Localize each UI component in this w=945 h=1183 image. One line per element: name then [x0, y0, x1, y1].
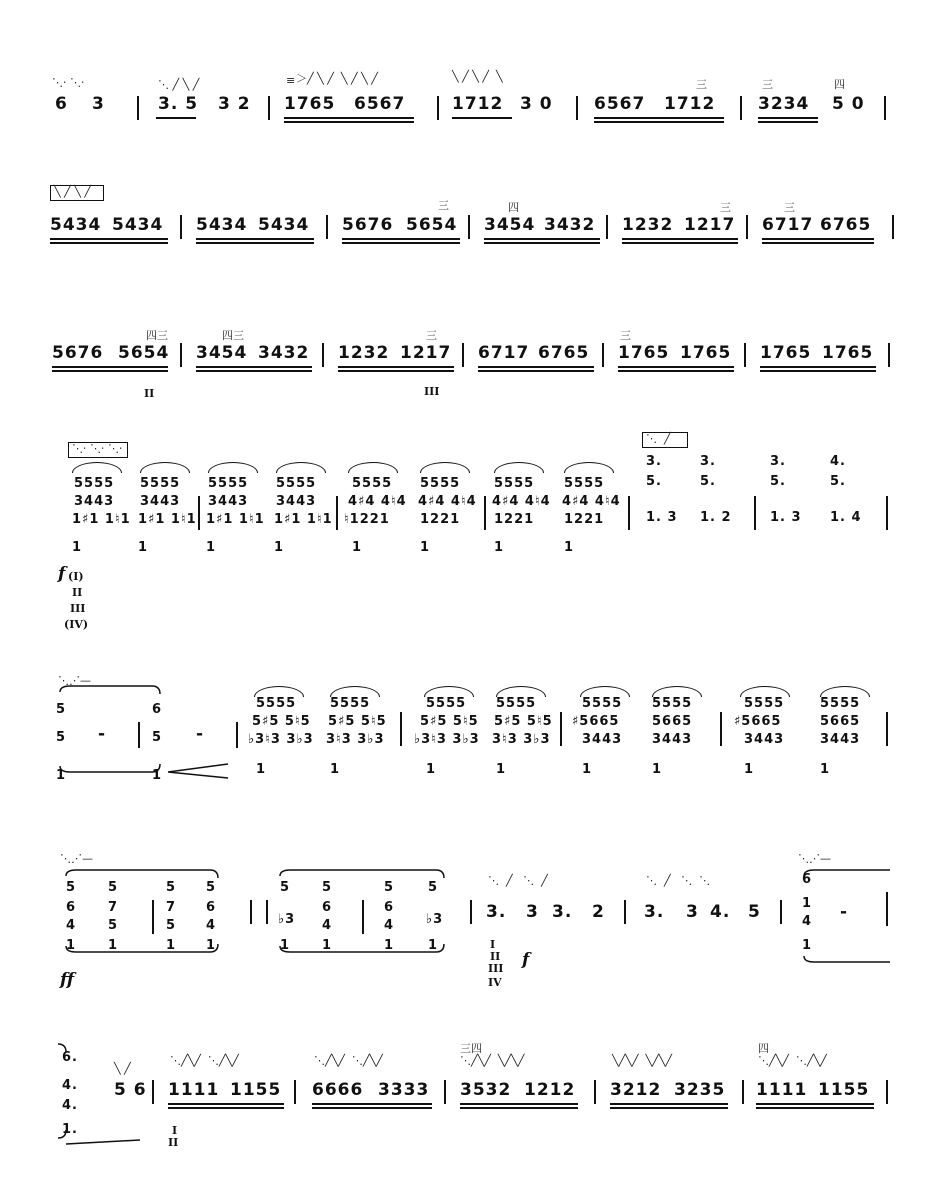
note: 3 2	[218, 94, 251, 114]
note: 3454	[484, 215, 536, 235]
staff-row-4: ⋱⋅ ⋱⋅ ⋱⋅ 5555 3443 1♯1 1♮1 1 5555 3443 1♯1 1♮1 1 5555 3443 1♯1 1♮1 1 5555 3443 1♯1 1♮1 1 5555 4♯4 4♮4 ♮1221 1 5555 4♯4 4♮4 1221 1 5555 4♯4 4♮4 1221 1 5555 4♯4 4♮4 1221 1 ⋱ ╱ 3. 5. 1. 3 3. 5. 1. 2 3. 5. 1. 3 4. 5. 1. 4 f (I) II III (IV)	[0, 440, 945, 630]
note: 1217	[684, 215, 736, 235]
note: 2	[592, 902, 605, 922]
rest: -	[840, 902, 849, 922]
note: 6	[55, 94, 68, 114]
finger-mark: 三	[784, 201, 795, 214]
note: 4.	[710, 902, 731, 922]
ornament-mark: ⋱⋰—	[60, 852, 93, 865]
note: 6567	[354, 94, 406, 114]
note: 1232	[338, 343, 390, 363]
bowing-mark: ╲╱╲╱ ╲╱╲╱	[612, 1054, 672, 1067]
note: 5 6	[114, 1080, 147, 1100]
bowing-mark: ⋱╱╲╱ ╲╱╲╱	[460, 1054, 525, 1067]
note: 5434	[50, 215, 102, 235]
dynamic-mark: ff	[60, 970, 75, 990]
finger-mark: 四三	[146, 329, 168, 342]
rest: -	[98, 724, 107, 744]
note: 5654	[406, 215, 458, 235]
string-mark: (IV)	[64, 618, 89, 631]
note: 3.	[486, 902, 507, 922]
note: 1765	[284, 94, 336, 114]
note: 6717	[478, 343, 530, 363]
note: 1765	[680, 343, 732, 363]
string-mark: III	[70, 602, 86, 615]
note: 3532	[460, 1080, 512, 1100]
note: 1712	[452, 94, 504, 114]
note: 3.	[644, 902, 665, 922]
bowing-mark: ＞╱ ╲ ╱ ╲ ╱ ╲ ╱	[296, 72, 378, 85]
note: 1111	[756, 1080, 808, 1100]
note: 6567	[594, 94, 646, 114]
note: 3. 5	[158, 94, 199, 114]
string-mark: I	[490, 938, 496, 951]
bowing-mark: ⋱ ╱ ⋱ ⋱	[646, 874, 711, 887]
note: 3333	[378, 1080, 430, 1100]
note: 3	[686, 902, 699, 922]
position-mark: II	[168, 1136, 179, 1149]
note: 5 0	[832, 94, 865, 114]
dynamic-mark: f	[522, 950, 530, 970]
bowing-mark: ╲ ╱	[114, 1062, 131, 1075]
finger-mark: 四	[834, 78, 845, 91]
note: 1212	[524, 1080, 576, 1100]
note: 6765	[538, 343, 590, 363]
bowing-mark: ╲ ╱ ╲ ╱ ╲	[452, 70, 503, 83]
note: 6765	[820, 215, 872, 235]
position-mark: III	[424, 385, 440, 398]
staff-row-7: 6. 4. 4. 1. ╲ ╱ 5 6 ⋱╱╲╱ ⋱╱╲╱ 1111 1155 ⋱╱╲╱ ⋱╱╲╱ 6666 3333 三四 ⋱╱╲╱ ╲╱╲╱ 3532 1212 ╲╱╲╱ ╲╱╲╱ 3212 3235 四 ⋱╱╲╱ ⋱╱╲╱ 1111 1155 I II	[0, 1040, 945, 1160]
note: 5434	[258, 215, 310, 235]
note: 3234	[758, 94, 810, 114]
note: 1765	[822, 343, 874, 363]
ornament-mark: ⋱⋅ ⋱⋅	[52, 76, 85, 89]
rest: -	[196, 724, 205, 744]
note: 5434	[196, 215, 248, 235]
bowing-mark: ⋱⋅ ⋱⋅ ⋱⋅	[72, 442, 123, 455]
note: 1111	[168, 1080, 220, 1100]
finger-mark: 三	[696, 78, 707, 91]
note: 3454	[196, 343, 248, 363]
note: 3	[92, 94, 105, 114]
bowing-mark: ⋱╱╲╱ ⋱╱╲╱	[170, 1054, 239, 1067]
bowing-mark: ⋱╱╲╱ ⋱╱╲╱	[314, 1054, 383, 1067]
note: 3 0	[520, 94, 553, 114]
note: 1765	[618, 343, 670, 363]
note: 3432	[258, 343, 310, 363]
note: 6666	[312, 1080, 364, 1100]
finger-mark: ≡	[286, 74, 296, 87]
string-mark: (I)	[68, 570, 84, 583]
staff-row-5: ⋱⋰— 5 5 1 - 6 5 1 - 5555 5♯5 5♮5 ♭3♮3 3♭3 1 5555 5♯5 5♮5 3♮3 3♭3 1 5555 5♯5 5♮5 ♭3♮3 3♭3 1 5555 5♯5 5♮5 3♮3 3♭3 1 5555 ♯5665 3443 1 5555 5665 3443 1 5555 ♯5665 3443 1 5555 5665 3443 1	[0, 672, 945, 792]
note: 1712	[664, 94, 716, 114]
note: 3432	[544, 215, 596, 235]
note: 5	[748, 902, 761, 922]
finger-mark: 三	[720, 201, 731, 214]
note: 1232	[622, 215, 674, 235]
finger-mark: 三四	[460, 1042, 482, 1055]
string-mark: IV	[488, 976, 502, 989]
note: 5654	[118, 343, 170, 363]
finger-mark: 四	[758, 1042, 769, 1055]
note: 5676	[342, 215, 394, 235]
note: 3235	[674, 1080, 726, 1100]
note: 3	[526, 902, 539, 922]
dynamic-mark: f	[58, 564, 66, 584]
finger-mark: 三	[620, 329, 631, 342]
bowing-mark: ⋱╱╲╱ ⋱╱╲╱	[758, 1054, 827, 1067]
finger-mark: 四三	[222, 329, 244, 342]
note: 3.	[552, 902, 573, 922]
note: 1155	[230, 1080, 282, 1100]
note: 6717	[762, 215, 814, 235]
bowing-mark: ⋱ ╱ ╲ ╱	[158, 78, 200, 91]
note: 1765	[760, 343, 812, 363]
note: 3212	[610, 1080, 662, 1100]
string-mark: III	[488, 962, 504, 975]
string-mark: II	[72, 586, 83, 599]
ornament-mark: ⋱⋰—	[58, 674, 91, 687]
note: 1217	[400, 343, 452, 363]
position-mark: II	[144, 387, 155, 400]
note: 1155	[818, 1080, 870, 1100]
note: 5676	[52, 343, 104, 363]
bowing-mark: ⋱ ╱	[646, 432, 671, 445]
finger-mark: 三	[762, 78, 773, 91]
finger-mark: 三	[438, 199, 449, 212]
ornament-mark: ⋱⋰—	[798, 852, 831, 865]
string-mark: II	[490, 950, 501, 963]
note: 5434	[112, 215, 164, 235]
staff-row-6: ⋱⋰— 5 6 4 1 5 7 5 1 5 7 5 1 5 6 4 1 5 ♭3 1 5 6 4 1 5 6 4 1 5 ♭3 1 ⋱ ╱ ⋱ ╱ 3. 3 3. 2 ⋱ ╱ ⋱ ⋱ 3. 3 4. 5 ⋱⋰— 6 1 4 1 - ff I II III IV f	[0, 852, 945, 1002]
finger-mark: 三	[426, 329, 437, 342]
bowing-mark: ⋱ ╱ ⋱ ╱	[488, 874, 548, 887]
position-mark: I	[172, 1124, 178, 1137]
finger-mark: 四	[508, 201, 519, 214]
bowing-mark: ╲ ╱ ╲ ╱	[54, 185, 91, 198]
